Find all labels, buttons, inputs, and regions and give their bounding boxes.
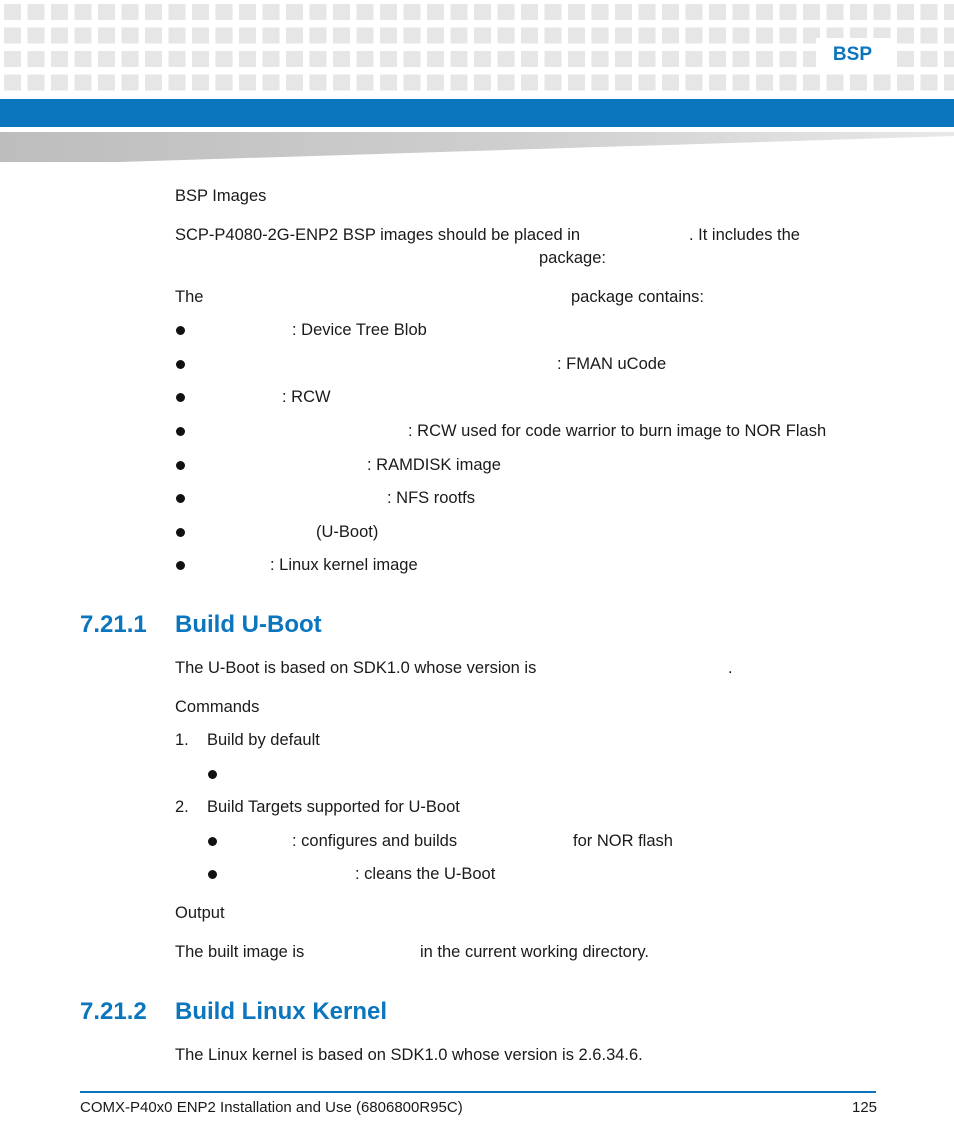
output-text-b: in the current working directory. [420, 943, 649, 961]
section-number: 7.21.2 [80, 998, 147, 1025]
target-text-b: for NOR flash [573, 832, 673, 850]
footer-doc-title: COMX-P40x0 ENP2 Installation and Use (6806800R95C) [80, 1099, 463, 1116]
uboot-version-text: The U-Boot is based on SDK1.0 whose version is [175, 659, 537, 677]
list-item: : RAMDISK image [367, 456, 501, 474]
footer-rule [80, 1091, 876, 1093]
bsp-images-heading: BSP Images [175, 187, 267, 205]
header-pattern [0, 0, 954, 96]
target-text-a: : configures and builds [292, 832, 458, 850]
step-number: 1. [175, 731, 189, 749]
commands-label: Commands [175, 698, 260, 716]
intro-text-1c: package: [539, 249, 606, 267]
list-item: : RCW used for code warrior to burn image to NOR Flash [408, 422, 827, 440]
page-number: 125 [852, 1099, 878, 1116]
list-item: : RCW [282, 388, 331, 406]
list-item: : Linux kernel image [270, 556, 418, 574]
bullet-icon [208, 870, 217, 879]
list-item: (U-Boot) [316, 523, 379, 541]
section-number: 7.21.1 [80, 611, 147, 638]
header-grey-wedge [0, 132, 954, 162]
uboot-version-period: . [728, 659, 733, 677]
output-label: Output [175, 904, 225, 922]
bullet-icon [208, 770, 217, 779]
target-text: : cleans the U-Boot [355, 865, 496, 883]
step-text: Build Targets supported for U-Boot [207, 798, 460, 816]
intro-text-1b: . It includes the [689, 226, 800, 244]
bullet-icon [176, 393, 185, 402]
section-title: Build Linux Kernel [175, 998, 388, 1025]
intro-text-2a: The [175, 288, 204, 306]
bullet-icon [176, 561, 185, 570]
output-text-a: The built image is [175, 943, 305, 961]
bullet-icon [176, 360, 185, 369]
bullet-icon [176, 494, 185, 503]
bullet-icon [176, 326, 185, 335]
bullet-icon [208, 837, 217, 846]
step-text: Build by default [207, 731, 320, 749]
section-title: Build U-Boot [175, 611, 322, 638]
bullet-icon [176, 528, 185, 537]
list-item: : NFS rootfs [387, 489, 476, 507]
intro-text-1a: SCP-P4080-2G-ENP2 BSP images should be placed in [175, 226, 581, 244]
header-blue-bar [0, 99, 954, 127]
intro-text-2b: package contains: [571, 288, 705, 306]
step-number: 2. [175, 798, 189, 816]
bullet-icon [176, 427, 185, 436]
list-item: : Device Tree Blob [292, 321, 427, 339]
list-item: : FMAN uCode [557, 355, 667, 373]
section-header-title: BSP [832, 44, 872, 65]
bullet-icon [176, 461, 185, 470]
kernel-version-text: The Linux kernel is based on SDK1.0 whose version is 2.6.34.6. [175, 1046, 643, 1064]
